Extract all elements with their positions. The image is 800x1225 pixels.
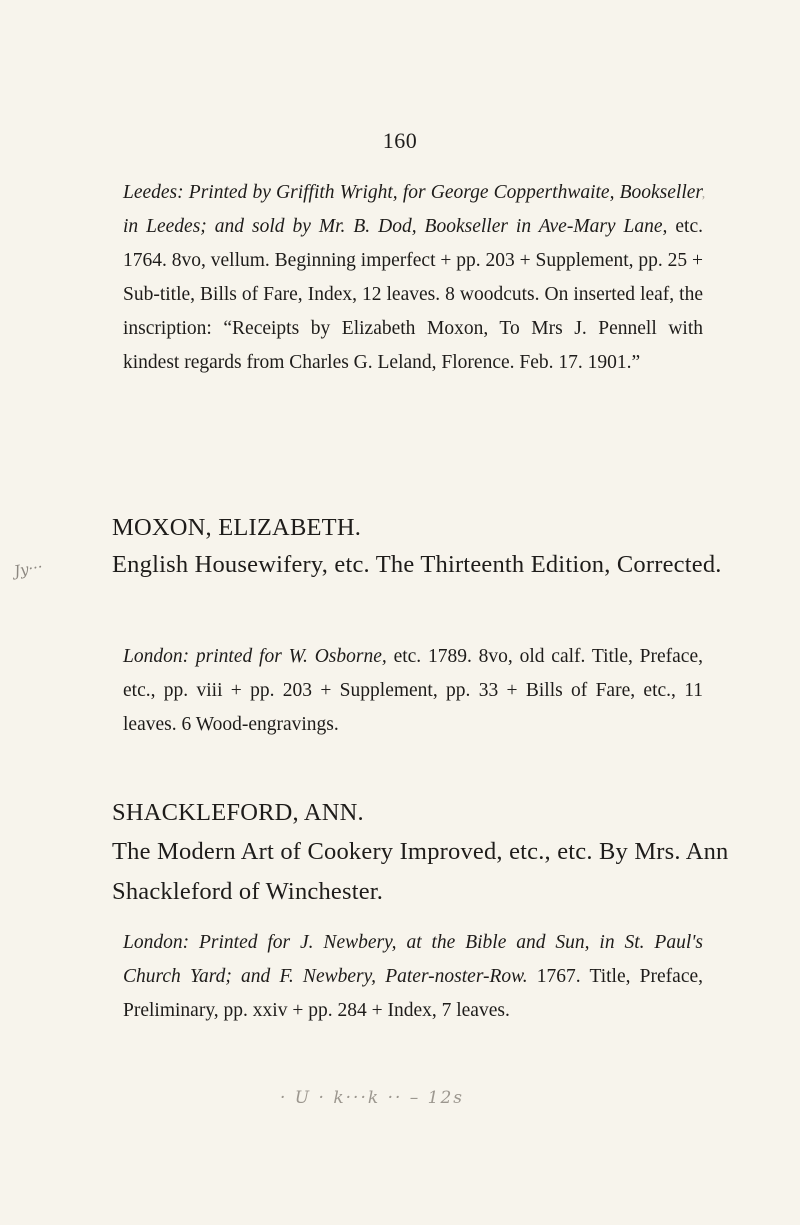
entry-leedes-imprint: Leedes: Printed by Griffith Wright, for George Copperthwaite, Bookseller in Leedes; and sold by Mr. B. Dod, Bookseller in Ave-Mary Lane, [123,182,703,237]
page-number: 160 [382,128,418,153]
entry-moxon-imprint-italic: London: printed for W. Osborne, [123,646,387,667]
entry-moxon-details: etc. 1789. 8vo, old calf. Title, Preface, etc., pp. viii + pp. 203 + Supplement, pp. 33 + Bills of Fare, etc., 11 leaves. 6 Wood-engravings. [123,646,703,735]
entry-shackleford-imprint [123,926,703,1028]
entry-shackleford-imprint-italic: London: Printed for J. Newbery, at the Bible and Sun, in St. Paul's Church Yard; and F. Newbery, Pater-noster-Row. [123,932,703,987]
entry-moxon-author: MOXON, ELIZABETH. [112,514,362,541]
margin-pencil-note: Jy··· [12,557,45,581]
pencil-price-note: · U · k···k ·· – 12s [280,1088,465,1108]
entry-leedes-details: etc. 1764. 8vo, vellum. Beginning imperfect + pp. 203 + Supplement, pp. 25 + Sub-title, Bills of Fare, Index, 12 leaves. 8 woodcuts. On inserted leaf, the inscription: “Receipts by Elizabeth Moxon, To Mrs J. Pennell with kindest regards from Charles G. Leland, Florence. Feb. 17. 1901.” [123,216,704,373]
entry-moxon-imprint [123,640,703,742]
pencil-tick: ʼ [701,194,706,209]
entry-leedes [123,176,703,380]
entry-moxon-title: English Housewifery, etc. The Thirteenth Edition, Corrected. [112,551,722,578]
entry-shackleford-details: 1767. Title, Preface, Preliminary, pp. xxiv + pp. 284 + Index, 7 leaves. [123,966,704,1021]
entry-shackleford-author: SHACKLEFORD, ANN. [112,799,364,826]
entry-shackleford-title: The Modern Art of Cookery Improved, etc., etc. By Mrs. Ann Shackleford of Winchester. [112,838,729,905]
